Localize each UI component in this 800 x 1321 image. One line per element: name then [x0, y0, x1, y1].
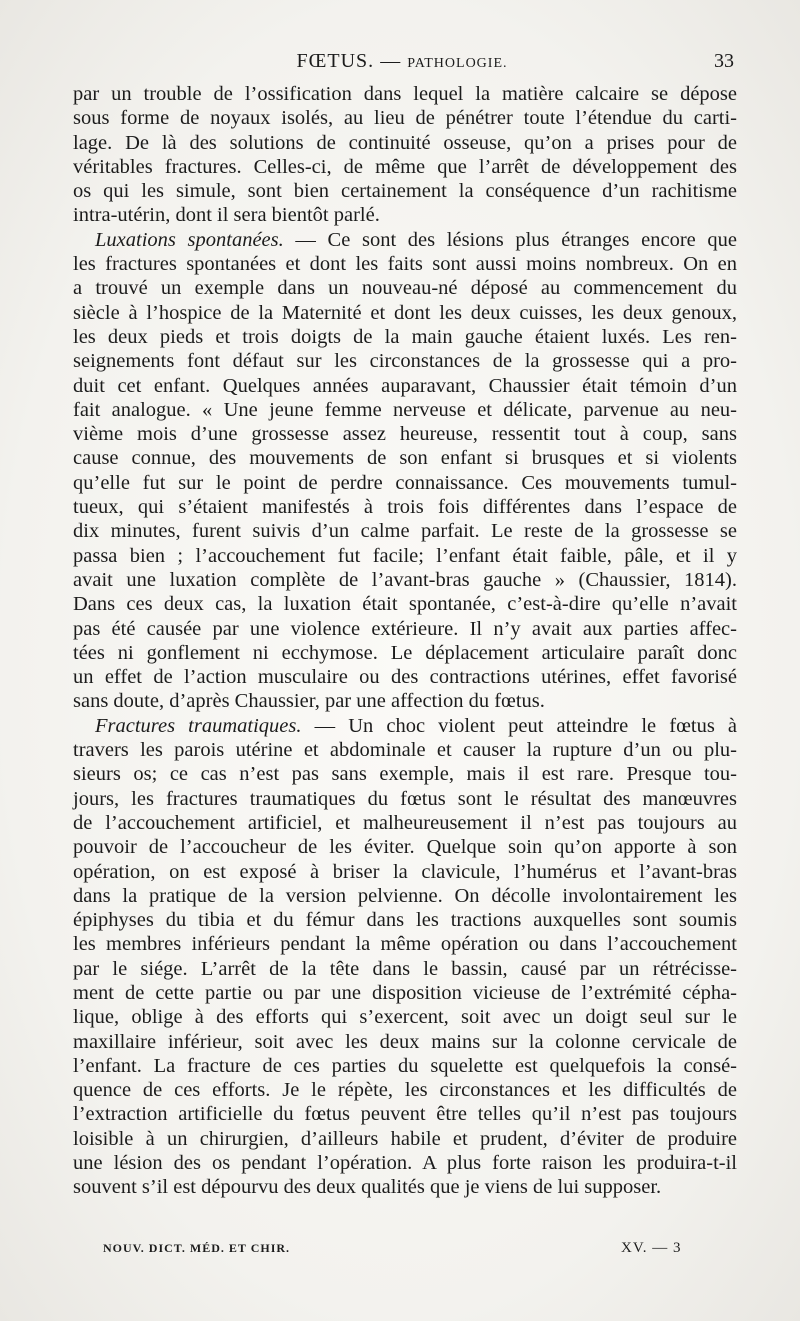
header-dash: — [380, 50, 402, 72]
paragraph-luxations-first-line [73, 228, 737, 252]
text-line: seignements font défaut sur les circonstances de la grossesse qui a pro- [73, 350, 737, 373]
text-line: épiphyses du tibia et du fémur dans les tractions auxquelles sont soumis [73, 909, 737, 932]
text-line: pouvoir de l’accoucheur de les éviter. Quelque soin qu’on apporte à son [73, 836, 737, 859]
text-line: par un trouble de l’ossification dans lequel la matière calcaire se dépose [73, 83, 737, 105]
text-line: sous forme de noyaux isolés, au lieu de pénétrer toute l’étendue du carti- [73, 107, 737, 130]
text-fragment: — Un choc violent peut atteindre le fœtus à [314, 714, 737, 737]
paragraph-fractures-first-line [73, 714, 737, 738]
text-line: sans doute, d’après Chaussier, par une affection du fœtus. [73, 690, 545, 713]
text-line: maxillaire inférieur, soit avec les deux mains sur la colonne cervicale de [73, 1030, 737, 1053]
body-text [73, 82, 737, 1200]
page-number: 33 [714, 50, 734, 72]
text-line: une lésion des os pendant l’opération. A plus forte raison les produira-t-il [73, 1152, 737, 1175]
text-line: quence de ces efforts. Je le répète, les circonstances et les difficultés de [73, 1079, 737, 1102]
header-section: PATHOLOGIE. [407, 56, 508, 71]
text-line: siècle à l’hospice de la Maternité et dont les deux cuisses, les deux genoux, [73, 301, 737, 324]
heading-luxations-spontanees: Luxations spontanées. [95, 228, 284, 251]
text-line: souvent s’il est dépourvu des deux qualités que je viens de lui supposer. [73, 1176, 662, 1199]
text-line: un effet de l’action musculaire ou des contractions utérines, effet favorisé [73, 666, 737, 689]
text-line: les deux pieds et trois doigts de la main gauche étaient luxés. Les ren- [73, 325, 737, 348]
running-title [68, 44, 736, 81]
text-line: opération, on est exposé à briser la clavicule, l’humérus et l’avant-bras [73, 860, 737, 883]
text-line: sieurs os; ce cas n’est pas sans exemple, mais il est rare. Presque tou- [73, 763, 737, 786]
text-line: tueux, qui s’étaient manifestés à trois fois différentes dans l’espace de [73, 496, 737, 519]
footer-publication: NOUV. DICT. MÉD. ET CHIR. [103, 1241, 291, 1255]
text-line: par le siége. L’arrêt de la tête dans le bassin, causé par un rétrécisse- [73, 957, 737, 980]
running-head [68, 44, 736, 78]
text-line: duit cet enfant. Quelques années auparavant, Chaussier était témoin d’un [73, 374, 737, 397]
text-line: qu’elle fut sur le point de perdre connaissance. Ces mouvements tumul- [73, 471, 737, 494]
text-line: fait analogue. « Une jeune femme nerveuse et délicate, parvenue au neu- [73, 398, 737, 421]
text-line: vième mois d’une grossesse assez heureuse, ressentit tout à coup, sans [73, 423, 737, 446]
text-line: les fractures spontanées et dont les faits sont aussi moins nombreux. On en [73, 253, 737, 276]
text-line: ment de cette partie ou par une disposition vicieuse de l’extrémité cépha- [73, 981, 737, 1004]
text-line: véritables fractures. Celles-ci, de même que l’arrêt de développement des [73, 155, 737, 178]
text-line: avait une luxation complète de l’avant-bras gauche » (Chaussier, 1814). [73, 568, 737, 591]
text-line: dans la pratique de la version pelvienne. On décolle involontairement les [73, 884, 737, 907]
text-line: passa bien ; l’accouchement fut facile; l’enfant était faible, pâle, et il y [73, 544, 737, 567]
text-line: loisible à un chirurgien, d’ailleurs habile et prudent, d’éviter de produire [73, 1127, 737, 1150]
heading-fractures-traumatiques: Fractures traumatiques. [95, 714, 302, 737]
header-title: FŒTUS. [296, 50, 375, 72]
text-line: l’extraction artificielle du fœtus peuvent être telles qu’il n’est pas toujours [73, 1103, 737, 1126]
text-line: lique, oblige à des efforts qui s’exercent, soit avec un doigt seul sur le [73, 1006, 737, 1029]
text-line: pas été causée par une violence extérieure. Il n’y avait aux parties affec- [73, 617, 737, 640]
signature-footer [103, 1236, 703, 1260]
text-line: lage. De là des solutions de continuité osseuse, qu’on a prises pour de [73, 131, 737, 154]
text-line: tées ni gonflement ni ecchymose. Le déplacement articulaire paraît donc [73, 641, 737, 664]
text-line: a trouvé un exemple dans un nouveau-né déposé au commencement du [73, 277, 737, 300]
text-line: dix minutes, furent suivis d’un calme parfait. Le reste de la grossesse se [73, 520, 737, 543]
text-line: jours, les fractures traumatiques du fœtus sont le résultat des manœuvres [73, 787, 737, 810]
footer-volume-signature: XV. — 3 [621, 1240, 682, 1256]
text-line: intra-utérin, dont il sera bientôt parlé. [73, 204, 380, 227]
text-line: les membres inférieurs pendant la même opération ou dans l’accouchement [73, 933, 737, 956]
text-line: Dans ces deux cas, la luxation était spontanée, c’est-à-dire qu’elle n’avait [73, 593, 737, 616]
text-line: l’enfant. La fracture de ces parties du squelette est quelquefois la consé- [73, 1054, 737, 1077]
text-line: travers les parois utérine et abdominale et causer la rupture d’un ou plu- [73, 739, 737, 762]
text-line: os qui les simule, sont bien certainement la conséquence d’un rachitisme [73, 180, 737, 203]
text-line: cause connue, des mouvements de son enfant si brusques et si violents [73, 447, 737, 470]
text-fragment: — Ce sont des lésions plus étranges encore que [295, 228, 738, 251]
text-line: de l’accouchement artificiel, et malheureusement il n’est pas toujours au [73, 811, 737, 834]
